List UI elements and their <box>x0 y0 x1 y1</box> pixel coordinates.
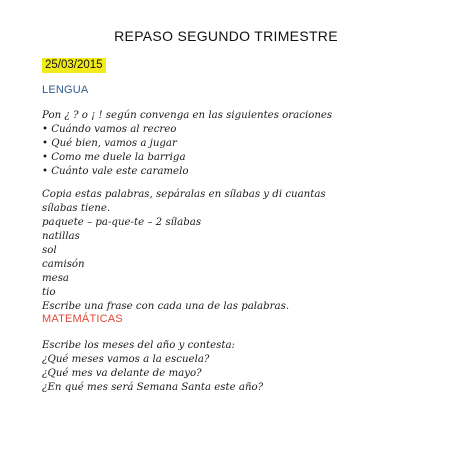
lengua-instruction-line: Copia estas palabras, sepáralas en sílabas y di cuantas <box>42 189 326 200</box>
lengua-word: sol <box>42 245 57 256</box>
lengua-instruction-line: sílabas tiene. <box>42 203 111 214</box>
lengua-bullet-item: • Cuándo vamos al recreo <box>42 124 177 135</box>
lengua-word: tio <box>42 287 56 298</box>
date-highlight: 25/03/2015 <box>42 58 106 73</box>
section-heading-matematicas: MATEMÁTICAS <box>42 313 123 325</box>
matematicas-question: ¿Qué mes va delante de mayo? <box>42 368 202 379</box>
lengua-word: mesa <box>42 273 69 284</box>
lengua-word: camisón <box>42 259 85 270</box>
lengua-instruction-line: Escribe una frase con cada una de las palabras. <box>42 301 290 312</box>
document-title: REPASO SEGUNDO TRIMESTRE <box>114 28 338 44</box>
lengua-word: natillas <box>42 231 80 242</box>
matematicas-question: ¿Qué meses vamos a la escuela? <box>42 354 210 365</box>
section-heading-lengua: LENGUA <box>42 84 89 96</box>
lengua-bullet-item: • Cuánto vale este caramelo <box>42 166 189 177</box>
lengua-bullet-item: • Qué bien, vamos a jugar <box>42 138 177 149</box>
matematicas-instruction-line: Escribe los meses del año y contesta: <box>42 340 235 351</box>
lengua-bullet-item: • Como me duele la barriga <box>42 152 186 163</box>
lengua-instruction-line: Pon ¿ ? o ¡ ! según convenga en las siguientes oraciones <box>42 110 333 121</box>
lengua-example-line: paquete – pa-que-te – 2 sílabas <box>42 217 202 228</box>
matematicas-question: ¿En qué mes será Semana Santa este año? <box>42 382 264 393</box>
